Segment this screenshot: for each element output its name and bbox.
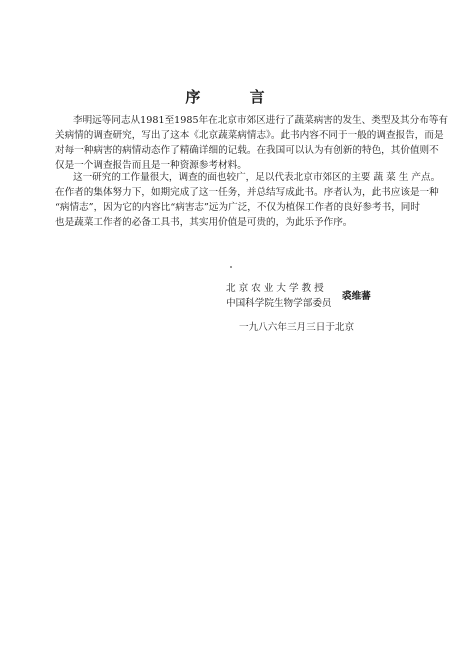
paragraph-line: 这一研究的工作量很大，调查的面也较广，足以代表北京市郊区的主要 蔬 菜 生 产点。 xyxy=(73,172,441,183)
signer-name: 裘维蕃 xyxy=(342,291,371,302)
paragraph-2 xyxy=(55,170,441,230)
affiliation-line: 北京农业大学教授 xyxy=(226,283,327,294)
paragraph-1 xyxy=(55,113,449,173)
affiliation-line: 中国科学院生物学部委员 xyxy=(226,298,332,309)
paragraph-line: 也是蔬菜工作者的必备工具书，其实用价值是可贵的，为此乐予作序。 xyxy=(55,217,353,228)
page-title: 序 言 xyxy=(185,88,287,106)
scan-speck xyxy=(230,266,232,268)
signature-date: 一九八六年三月三日于北京 xyxy=(239,322,355,333)
paragraph-line: 仅是一个调查报告而且是一种资源参考材料。 xyxy=(55,160,247,171)
paragraph-line: 在作者的集体努力下，如期完成了这一任务，并总结写成此书。序者认为，此书应该是一种 xyxy=(55,187,439,198)
paragraph-line: 对每一种病害的病情动态作了精确详细的记载。在我国可以认为有创新的特色，其价值则不 xyxy=(55,145,439,156)
paragraph-line: 关病情的调查研究，写出了这本《北京蔬菜病情志》。此书内容不同于一般的调查报告，而是 xyxy=(55,130,444,141)
paragraph-line: “病情志”，因为它的内容比“病害志”远为广泛，不仅为植保工作者的良好参考书，同时 xyxy=(55,202,420,213)
signature-affiliations xyxy=(226,281,332,311)
paragraph-line: 李明远等同志从1981至1985年在北京市郊区进行了蔬菜病害的发生、类型及其分布等有 xyxy=(73,115,449,126)
